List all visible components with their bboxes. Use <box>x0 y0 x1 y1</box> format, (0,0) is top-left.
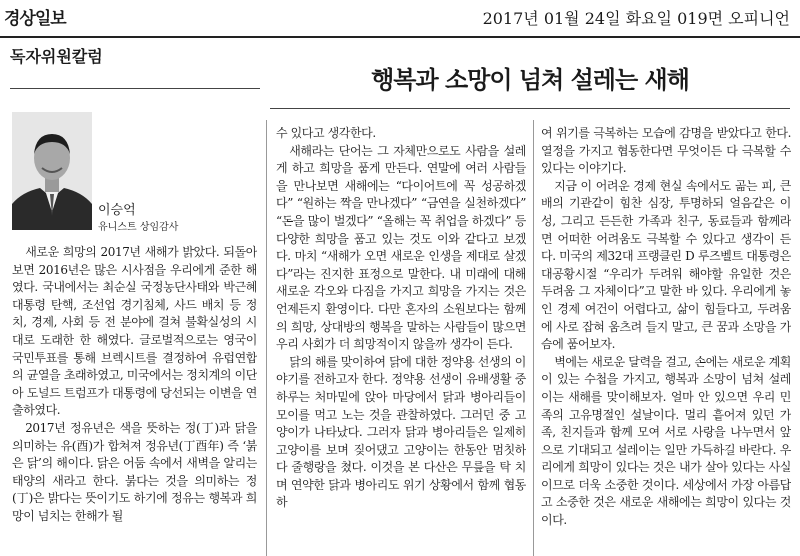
headline-rule <box>270 108 790 109</box>
article-column-2 <box>276 125 526 556</box>
paragraph: 여 위기를 극복하는 모습에 감명을 받았다고 한다. 열정을 가지고 협동한다면 무엇이든 다 극복할 수 있다는 이야기다. <box>541 126 791 176</box>
article-column-3 <box>541 125 791 556</box>
newspaper-name: 경상일보 <box>4 9 66 29</box>
paragraph: 2017년 정유년은 색을 뜻하는 정(丁)과 닭을 의미하는 유(酉)가 합쳐져 정유년(丁酉年) 즉 ‘붉은 닭’의 해이다. 닭은 어둠 속에서 새벽을 알리는 태양의 새라고 한다. 붉다는 것을 의미하는 정(丁)은 밝다는 뜻이기도 하기에 정유는 행복과 희망이 넘치는 한해가 될 <box>12 420 257 523</box>
paragraph: 지금 이 어려운 경제 현실 속에서도 곪는 피, 큰 배의 기관같이 힘찬 심장, 투명하되 얼음같은 이성, 그리고 든든한 가족과 친구, 동료들과 함께라면 어떠한 어려움도 극복할 수 있다고 생각이 든다. 미국의 제32대 프랭클린 D 루즈벨트 대통령은 대공황시절 “우리가 두려워 해야할 유일한 것은 두려움 그 자체이다”고 말한 바 있다. 우리에게 놓인 경제 여건이 어렵다고, 삶이 힘들다고, 두려움에 사로 잡혀 움츠려 들지 말고, 큰 꿈과 소망을 가슴에 품어보자. <box>541 178 791 352</box>
paragraph: 수 있다고 생각한다. <box>276 126 376 140</box>
column-divider <box>533 120 534 556</box>
dateline: 2017년 01월 24일 화요일 019면 오피니언 <box>482 9 790 28</box>
column-divider <box>266 120 267 556</box>
article-headline: 행복과 소망이 넘쳐 설레는 새해 <box>371 66 689 94</box>
paragraph: 벽에는 새로운 달력을 걸고, 손에는 새로운 계획이 있는 수첩을 가지고, 행복과 소망이 넘쳐 설레이는 새해를 맞이해보자. 얼마 안 있으면 우리 민족의 고유명절인 설날이다. 멀리 흩어져 있던 가족, 친지들과 함께 모여 서로 사랑을 나누면서 앞으로 기대되고 설레이는 일만 가득하길 바란다. 우리에게 희망이 있다는 것은 내가 살아 있다는 사실이므로 더욱 소중한 것이다. 세상에서 가장 아름답고 소중한 것은 새로운 새해에는 희망이 있다는 것이다. <box>541 354 791 528</box>
header-rule <box>0 36 800 38</box>
paragraph: 새로운 희망의 2017년 새해가 밝았다. 되돌아보면 2016년은 많은 시사점을 우리에게 준한 해였다. 국내에서는 최순실 국정농단사태와 박근혜 대통령 탄핵, 조선업 경기침체, 사드 배치 등 정치, 경제, 사회 등 전 분야에 걸쳐 불확실성의 시대로 도래한 한 해였다. 글로벌적으로는 영국이 국민투표를 통해 브렉시트를 결정하여 유럽연합의 균열을 초래하였고, 미국에서는 정치계의 이단아 도널드 트럼프가 대통령에 당선되는 이변을 연출하였다. <box>12 245 257 418</box>
author-photo <box>12 112 92 230</box>
author-title: 유니스트 상임감사 <box>98 222 179 233</box>
author-name: 이승억 <box>98 203 136 218</box>
article-column-1 <box>12 244 257 556</box>
paragraph: 닭의 해를 맞이하여 닭에 대한 정약용 선생의 이야기를 전하고자 한다. 정약용 선생이 유배생활 중 하루는 처마밑에 앉아 마당에서 닭과 병아리들이 모이를 먹고 노는 것을 관찰하였다. 그러던 중 고양이가 나타났다. 그러자 닭과 병아리들은 일제히 고양이를 보며 짖어댔고 고양이는 한동안 멈칫하다 줄행랑을 쳤다. 이것을 본 다산은 무릎을 탁 치며 연약한 닭과 병아리도 위기 상황에서 함께 협동하 <box>276 354 526 510</box>
section-rule <box>10 88 260 89</box>
paragraph: 새해라는 단어는 그 자체만으로도 사람을 설레게 하고 희망을 품게 만든다. 연말에 여러 사람들을 만나보면 새해에는 “다이어트에 꼭 성공하겠다” “원하는 짝을 만나겠다” “금연을 실천하겠다” “돈을 많이 벌겠다” “올해는 꼭 취업을 하겠다” 등 다양한 희망을 품고 있는 것도 이와 같다고 보겠다. 마치 “새해가 오면 새로운 인생을 제대로 살겠다”라는 진지한 표정으로 말한다. 내 미래에 대해 새로운 각오와 다짐을 가지고 희망을 가지는 것은 언제든지 환영이다. 다만 혼자의 소원보다는 함께의 희망, 상대방의 행복을 말하는 사람들이 많으면 우리 사회가 더 희망적이지 않을까 생각이 든다. <box>276 143 526 352</box>
section-label: 독자위원칼럼 <box>10 47 103 66</box>
page-header <box>0 0 800 34</box>
